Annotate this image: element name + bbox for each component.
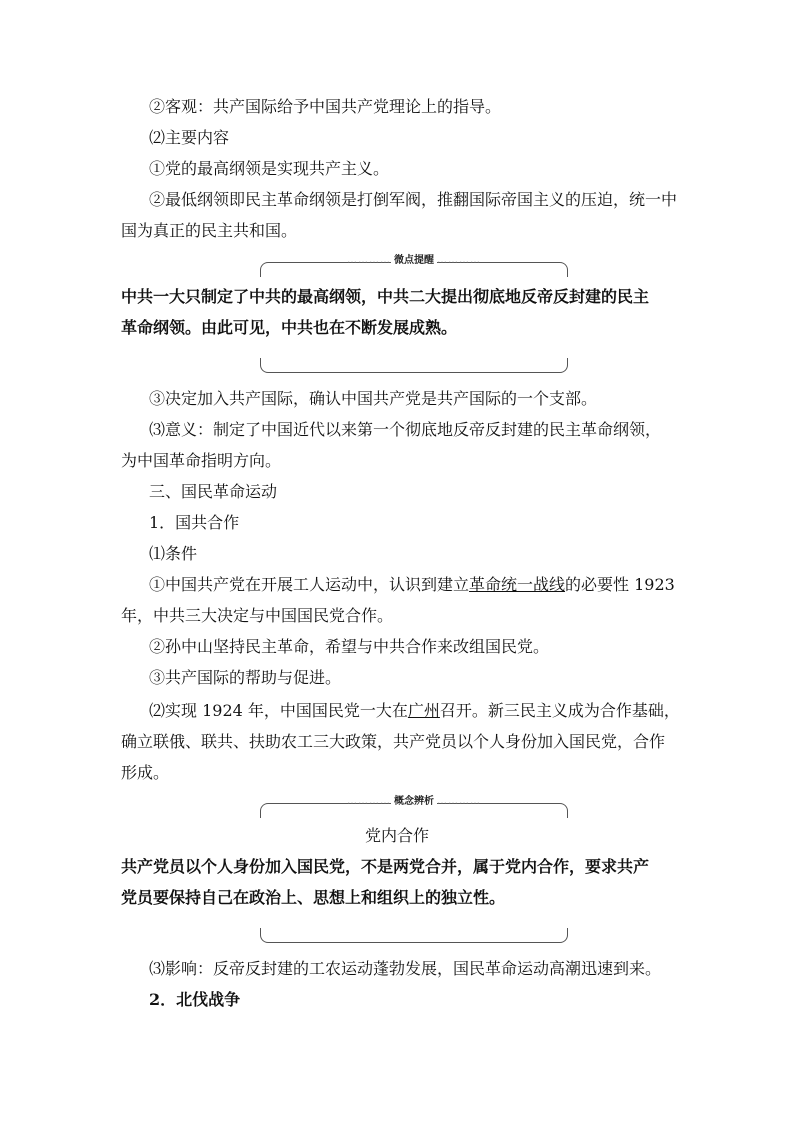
text-line: ⑶意义：制定了中国近代以来第一个彻底地反帝反封建的民主革命纲领，: [149, 420, 662, 439]
subsection-heading: 2．北伐战争: [149, 990, 241, 1009]
callout-text: 革命纲领。由此可见，中共也在不断发展成熟。: [121, 318, 458, 337]
text-line: ⑵主要内容: [149, 128, 230, 147]
subsection-heading: 1．国共合作: [149, 513, 240, 532]
text-line: ③共产国际的帮助与促进。: [149, 668, 342, 687]
callout-text: 共产党员以个人身份加入国民党，不是两党合并，属于党内合作，要求共产: [121, 857, 650, 876]
text-line: 为中国革命指明方向。: [121, 451, 282, 470]
text-line: ③决定加入共产国际，确认中国共产党是共产国际的一个支部。: [149, 389, 598, 408]
callout-label: ………… 微点提醒 …………: [347, 255, 481, 266]
text-line: ②客观：共产国际给予中国共产党理论上的指导。: [149, 97, 502, 116]
section-heading: 三、国民革命运动: [149, 482, 278, 501]
callout-box-bottom: [260, 358, 568, 373]
underlined-term: 革命统一战线: [469, 575, 566, 594]
text-line: ②孙中山坚持民主革命，希望与中共合作来改组国民党。: [149, 637, 550, 656]
text-line: 确立联俄、联共、扶助农工三大政策，共产党员以个人身份加入国民党，合作: [121, 732, 666, 751]
underlined-term: 广州: [407, 701, 440, 720]
callout-text: 中共一大只制定了中共的最高纲领，中共二大提出彻底地反帝反封建的民主: [121, 287, 650, 306]
callout-title: 党内合作: [364, 826, 429, 845]
text-line: ⑵实现 1924 年，中国国民党一大在广州召开。新三民主义成为合作基础，: [149, 701, 680, 720]
callout-label: ………… 概念辨析 …………: [347, 796, 481, 807]
callout-box-top: [260, 255, 568, 277]
text-line: 形成。: [121, 763, 170, 782]
text-line: 年，中共三大决定与中国国民党合作。: [121, 606, 394, 625]
text-line: ①党的最高纲领是实现共产主义。: [149, 159, 390, 178]
text-line: ⑶影响：反帝反封建的工农运动蓬勃发展，国民革命运动高潮迅速到来。: [149, 959, 662, 978]
text-line: 国为真正的民主共和国。: [121, 221, 298, 240]
text-line: ①中国共产党在开展工人运动中，认识到建立革命统一战线的必要性 1923: [149, 575, 675, 594]
text-line: ⑴条件: [149, 544, 198, 563]
callout-text: 党员要保持自己在政治上、思想上和组织上的独立性。: [121, 888, 506, 907]
text-line: ②最低纲领即民主革命纲领是打倒军阀，推翻国际帝国主义的压迫，统一中: [149, 190, 678, 209]
callout-box-bottom: [260, 928, 568, 943]
callout-box-top: [260, 796, 568, 818]
